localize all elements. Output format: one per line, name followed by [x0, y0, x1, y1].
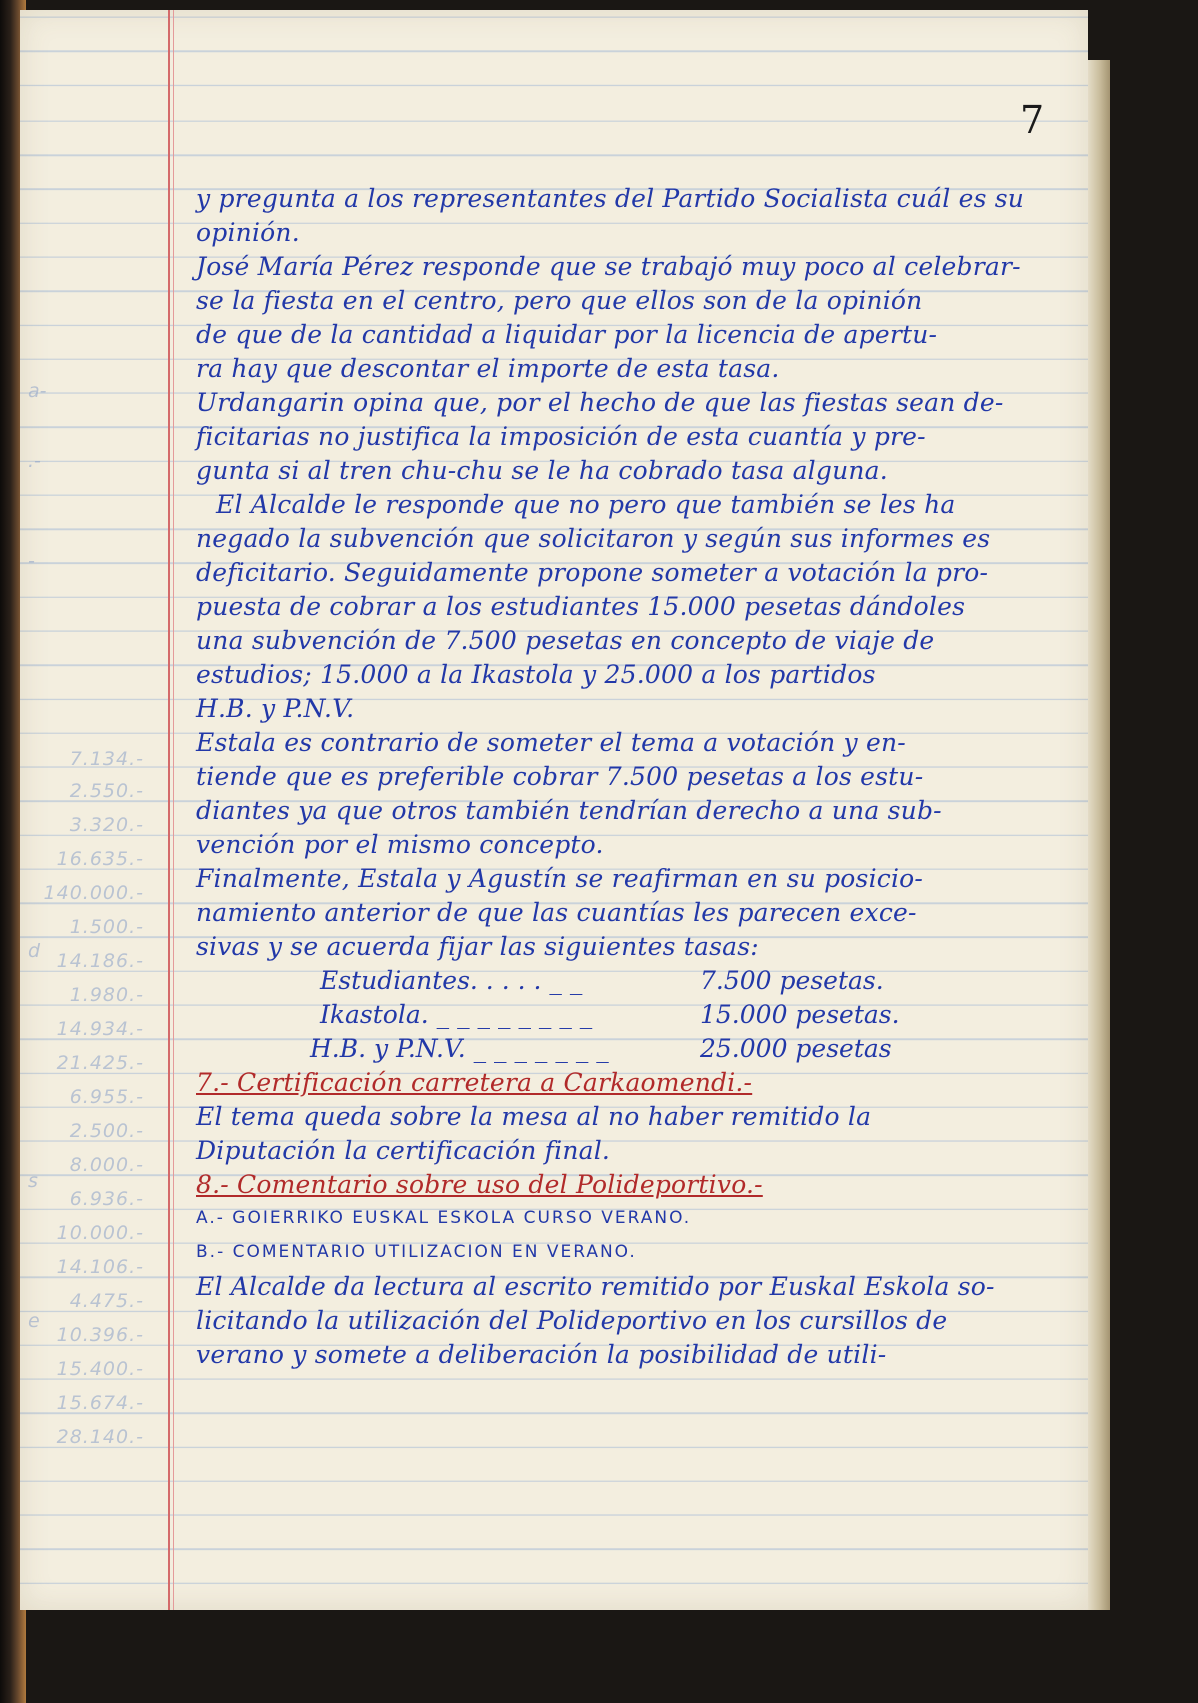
- item-b: B.- COMENTARIO UTILIZACION EN VERANO.: [196, 1242, 637, 1262]
- fee-label: Estudiantes. . . . . _ _: [320, 966, 583, 995]
- text-line: Finalmente, Estala y Agustín se reafirman en su posicio-: [196, 864, 924, 893]
- ghost-number: 3.320.-: [69, 814, 144, 836]
- text-line: Diputación la certificación final.: [196, 1136, 611, 1165]
- fee-label: Ikastola. _ _ _ _ _ _ _ _: [320, 1000, 593, 1029]
- ghost-number: 1.980.-: [69, 984, 144, 1006]
- ghost-word: -: [28, 550, 35, 572]
- ghost-number: 1.500.-: [69, 916, 144, 938]
- ghost-number: 21.425.-: [56, 1052, 144, 1074]
- text-line: una subvención de 7.500 pesetas en concepto de viaje de: [196, 626, 935, 655]
- page-number: 7: [1020, 98, 1045, 142]
- text-line: Estala es contrario de someter el tema a votación y en-: [196, 728, 906, 757]
- ghost-number: 14.934.-: [56, 1018, 144, 1040]
- ghost-number: 14.186.-: [56, 950, 144, 972]
- text-line: negado la subvención que solicitaron y según sus informes es: [196, 524, 991, 553]
- text-line: ficitarias no justifica la imposición de esta cuantía y pre-: [196, 422, 926, 451]
- text-line: y pregunta a los representantes del Partido Socialista cuál es su: [196, 184, 1025, 213]
- section-7-heading: 7.- Certificación carretera a Carkaomendi.-: [196, 1068, 753, 1097]
- ghost-number: 2.550.-: [69, 780, 144, 802]
- ghost-number: 2.500.-: [69, 1120, 144, 1142]
- page-stack-edge: [1088, 60, 1110, 1610]
- ghost-word: d: [28, 940, 41, 962]
- text-line: tiende que es preferible cobrar 7.500 pesetas a los estu-: [196, 762, 924, 791]
- text-line: sivas y se acuerda fijar las siguientes tasas:: [196, 932, 759, 961]
- ghost-number: 15.400.-: [56, 1358, 144, 1380]
- text-line: deficitario. Seguidamente propone someter a votación la pro-: [196, 558, 989, 587]
- text-line: ra hay que descontar el importe de esta tasa.: [196, 354, 780, 383]
- ghost-number: 7.134.-: [69, 748, 144, 770]
- ghost-word: .-: [28, 450, 41, 472]
- text-line: José María Pérez responde que se trabajó muy poco al celebrar-: [196, 252, 1021, 281]
- fee-amount: 15.000 pesetas.: [700, 1000, 900, 1029]
- fee-amount: 7.500 pesetas.: [700, 966, 884, 995]
- section-8-heading: 8.- Comentario sobre uso del Polideportivo.-: [196, 1170, 763, 1199]
- ghost-number: 10.000.-: [56, 1222, 144, 1244]
- ghost-number: 14.106.-: [56, 1256, 144, 1278]
- fee-label: H.B. y P.N.V. _ _ _ _ _ _ _: [310, 1034, 609, 1063]
- text-line: El Alcalde le responde que no pero que también se les ha: [216, 490, 956, 519]
- margin-line: [168, 10, 170, 1610]
- text-line: namiento anterior de que las cuantías les parecen exce-: [196, 898, 917, 927]
- fee-amount: 25.000 pesetas: [700, 1034, 892, 1063]
- text-line: licitando la utilización del Polideportivo en los cursillos de: [196, 1306, 948, 1335]
- ghost-word: s: [28, 1170, 38, 1192]
- text-line: H.B. y P.N.V.: [196, 694, 355, 723]
- ghost-number: 28.140.-: [56, 1426, 144, 1448]
- ghost-number: 15.674.-: [56, 1392, 144, 1414]
- ghost-number: 8.000.-: [69, 1154, 144, 1176]
- item-a: A.- GOIERRIKO EUSKAL ESKOLA CURSO VERANO.: [196, 1208, 692, 1228]
- notebook-page: [20, 10, 1088, 1610]
- text-line: de que de la cantidad a liquidar por la licencia de apertu-: [196, 320, 938, 349]
- text-line: estudios; 15.000 a la Ikastola y 25.000 a los partidos: [196, 660, 876, 689]
- margin-line-secondary: [173, 10, 174, 1610]
- bleed-through-margin: [20, 10, 168, 1610]
- ghost-number: 140.000.-: [43, 882, 144, 904]
- text-line: El Alcalde da lectura al escrito remitido por Euskal Eskola so-: [196, 1272, 995, 1301]
- ghost-number: 16.635.-: [56, 848, 144, 870]
- ghost-number: 10.396.-: [56, 1324, 144, 1346]
- text-line: vención por el mismo concepto.: [196, 830, 604, 859]
- ghost-number: 6.936.-: [69, 1188, 144, 1210]
- text-line: opinión.: [196, 218, 300, 247]
- text-line: gunta si al tren chu-chu se le ha cobrado tasa alguna.: [196, 456, 888, 485]
- ghost-number: 4.475.-: [69, 1290, 144, 1312]
- text-line: El tema queda sobre la mesa al no haber remitido la: [196, 1102, 872, 1131]
- text-line: diantes ya que otros también tendrían derecho a una sub-: [196, 796, 942, 825]
- ghost-word: e: [28, 1310, 40, 1332]
- ghost-number: 6.955.-: [69, 1086, 144, 1108]
- text-line: se la fiesta en el centro, pero que ellos son de la opinión: [196, 286, 923, 315]
- text-line: puesta de cobrar a los estudiantes 15.000 pesetas dándoles: [196, 592, 966, 621]
- text-line: Urdangarin opina que, por el hecho de que las fiestas sean de-: [196, 388, 1004, 417]
- text-line: verano y somete a deliberación la posibilidad de utili-: [196, 1340, 887, 1369]
- ghost-word: a-: [28, 380, 47, 402]
